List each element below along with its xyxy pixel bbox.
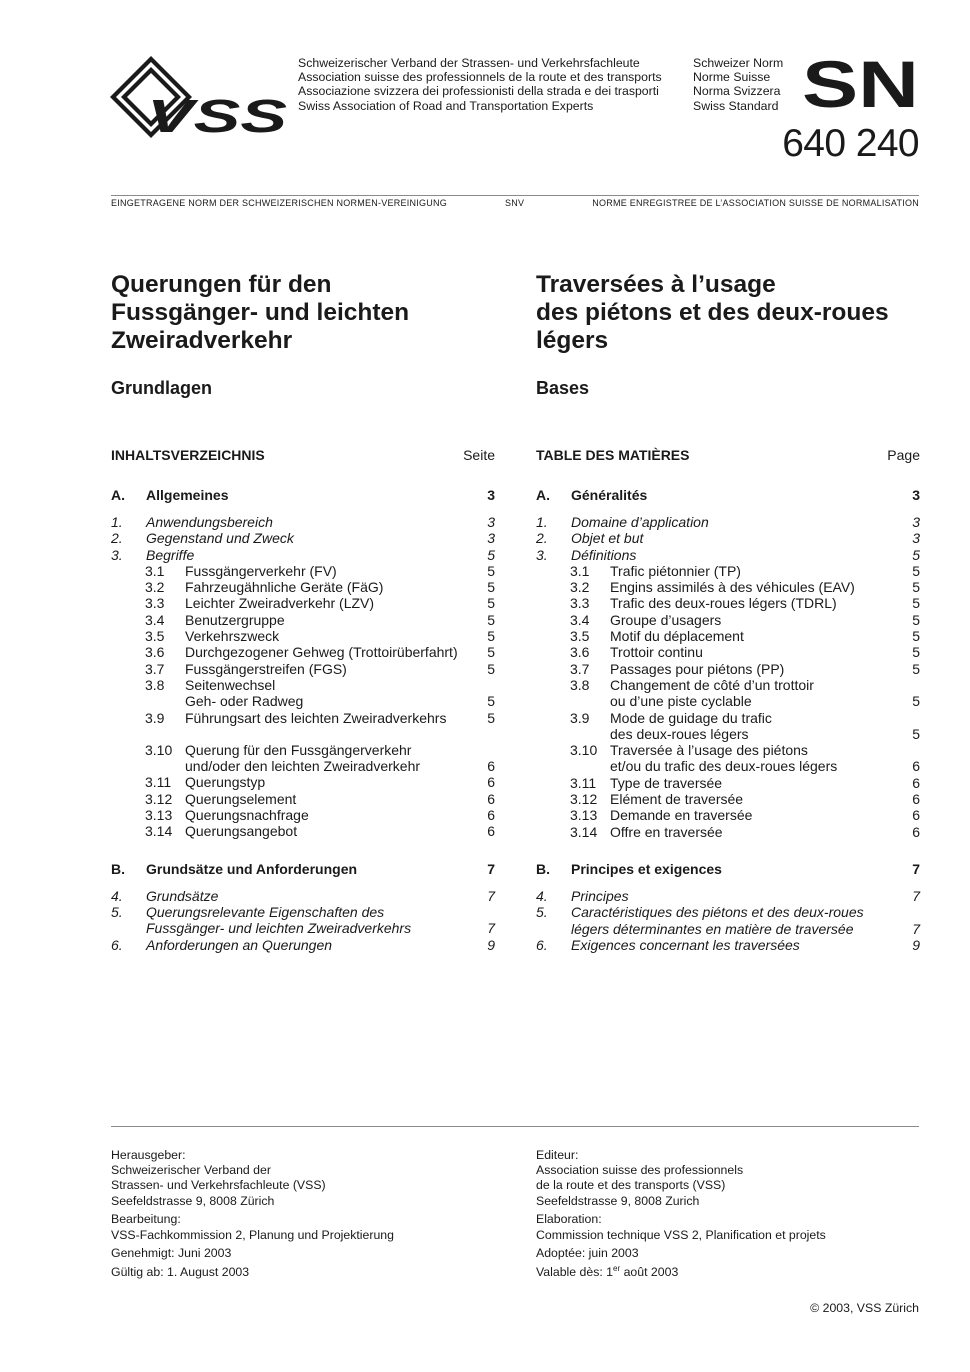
valid-date-fr-sup: er (613, 1264, 621, 1274)
toc-entry-number: 3.7 (145, 660, 165, 677)
toc-fr-header (536, 444, 920, 466)
toc-entry-page: 3 (912, 514, 920, 530)
toc-entry-number: 1. (536, 514, 548, 530)
toc-entry-title: Geh- oder Radweg (185, 693, 304, 710)
toc-entry-row (111, 807, 495, 823)
toc-entry-page: 5 (487, 562, 495, 579)
toc-entry-title: Anwendungsbereich (146, 514, 273, 530)
toc-entry-page: 7 (912, 887, 920, 904)
toc-entry-row (111, 595, 495, 611)
toc-entry-page: 5 (912, 693, 920, 710)
toc-entry-title: Généralités (571, 487, 648, 503)
toc-entry-page: 6 (487, 807, 495, 824)
toc-entry-title: ou d’une piste cyclable (610, 693, 752, 710)
org-name-en: Swiss Association of Road and Transportation Experts (298, 98, 594, 113)
toc-entry-title: Durchgezogener Gehweg (Trottoirüberfahrt) (185, 644, 458, 661)
toc-entry-row (111, 693, 495, 709)
toc-entry-title: Caractéristiques des piétons et des deux-roues (571, 904, 864, 921)
toc-entry-number: 3.4 (145, 611, 165, 628)
toc-entry-title: Begriffe (146, 546, 195, 563)
toc-entry-number: 3.6 (145, 644, 165, 661)
toc-entry-title: Domaine d’application (571, 514, 709, 530)
toc-entry-page: 6 (487, 774, 495, 791)
toc-entry-number: 3.3 (145, 595, 165, 612)
title-de-line: Fussgänger- und leichten (111, 299, 410, 326)
toc-entry-number: 3. (111, 546, 123, 563)
publisher-block-de (111, 1148, 394, 1209)
toc-entry-row (536, 921, 920, 937)
toc-entry-number: 3.9 (570, 709, 590, 726)
toc-entry-row (536, 644, 920, 660)
toc-de-heading: INHALTSVERZEICHNIS (111, 447, 265, 463)
toc-entry-row (111, 791, 495, 807)
toc-section-row (536, 484, 920, 506)
publisher-line-fr: Seefeldstrasse 9, 8008 Zurich (536, 1193, 700, 1208)
org-name-fr: Association suisse des professionnels de la route et des transports (298, 70, 662, 85)
toc-de (111, 444, 495, 953)
toc-entry-page: 7 (912, 860, 920, 877)
toc-entry-page: 6 (912, 774, 920, 791)
toc-entry-row (111, 937, 495, 953)
title-fr-line: Traversées à l’usage (536, 271, 776, 298)
standard-label-fr: Norme Suisse (693, 70, 771, 85)
toc-entry-number: 3.10 (145, 741, 173, 758)
toc-entry-title: Fussgängerstreifen (FGS) (185, 660, 347, 677)
toc-entry-number: B. (111, 860, 125, 877)
toc-entry-page: 9 (912, 936, 920, 953)
toc-entry-page: 5 (487, 660, 495, 677)
toc-entry-title: Querungstyp (185, 774, 266, 791)
toc-entry-row (536, 807, 920, 823)
subtitle-de: Grundlagen (111, 378, 213, 398)
toc-entry-row (111, 710, 495, 726)
toc-entry-number: 3.13 (145, 807, 173, 824)
approved-date-de: Genehmigt: Juni 2003 (111, 1246, 232, 1261)
org-name-it: Associazione svizzera dei professionisti della strada e dei trasporti (298, 84, 659, 99)
toc-section-row (111, 858, 495, 880)
toc-spacer (111, 506, 495, 514)
toc-entry-page: 5 (912, 579, 920, 596)
toc-entry-title: Grundsätze (146, 887, 219, 904)
elaboration-fr: Commission technique VSS 2, Planification et projets (536, 1227, 826, 1242)
toc-entry-row (111, 758, 495, 774)
toc-entry-page: 9 (487, 936, 495, 953)
toc-entry-page: 5 (487, 546, 495, 563)
toc-entry-page: 5 (912, 660, 920, 677)
toc-entry-page: 3 (487, 487, 495, 503)
header-divider (111, 195, 919, 196)
toc-entry-page: 5 (912, 628, 920, 645)
organization-names (298, 56, 662, 113)
toc-entry-page: 6 (487, 758, 495, 775)
valid-date-fr-suffix: août 2003 (620, 1265, 679, 1280)
toc-entry-row (111, 514, 495, 530)
toc-entry-number: 5. (536, 904, 548, 921)
document-number: 640 240 (782, 122, 919, 165)
toc-spacer (111, 726, 495, 742)
standard-label-it: Norma Svizzera (693, 84, 781, 99)
elaboration-label-de: Bearbeitung: (111, 1212, 181, 1227)
toc-entry-row (536, 530, 920, 546)
toc-entry-title: Verkehrszweck (185, 628, 280, 645)
title-fr-line: des piétons et des deux-roues (536, 299, 889, 326)
toc-entry-title: Trafic des deux-roues légers (TDRL) (610, 595, 837, 612)
toc-entry-title: Trottoir continu (610, 644, 703, 661)
toc-entry-title: Principes et exigences (571, 860, 722, 877)
toc-entry-number: 3.2 (570, 579, 590, 596)
toc-entry-number: 1. (111, 514, 123, 530)
toc-entry-number: 3.1 (570, 562, 590, 579)
toc-entry-page: 5 (487, 628, 495, 645)
toc-entry-row (111, 547, 495, 563)
publisher-line-de: Schweizerischer Verband der (111, 1163, 271, 1178)
org-name-de: Schweizerischer Verband der Strassen- und Verkehrsfachleute (298, 56, 640, 70)
toc-entry-row (111, 742, 495, 758)
toc-entry-row (536, 726, 920, 742)
publisher-block-fr (536, 1148, 826, 1209)
toc-entry-row (111, 888, 495, 904)
toc-entry-row (111, 612, 495, 628)
toc-entry-title: Offre en traversée (610, 823, 723, 840)
elaboration-block-de (111, 1212, 394, 1242)
toc-entry-page: 6 (912, 823, 920, 840)
toc-entry-title: und/oder den leichten Zweiradverkehr (185, 758, 421, 775)
copyright: © 2003, VSS Zürich (810, 1301, 919, 1315)
toc-fr-rows (536, 484, 920, 953)
toc-entry-page: 3 (487, 514, 495, 530)
toc-entry-row (536, 775, 920, 791)
publisher-info-de (111, 1148, 394, 1284)
toc-entry-title: Changement de côté d’un trottoir (610, 676, 814, 693)
toc-entry-title: légers déterminantes en matière de traversée (571, 920, 854, 937)
toc-entry-row (536, 710, 920, 726)
toc-entry-number: 3.1 (145, 562, 165, 579)
toc-spacer (536, 466, 920, 484)
toc-entry-row (536, 612, 920, 628)
toc-entry-number: 3.13 (570, 807, 598, 824)
toc-fr-page-heading: Page (887, 447, 920, 463)
toc-entry-row (111, 823, 495, 839)
toc-entry-row (111, 904, 495, 920)
sn-logo (802, 58, 919, 108)
toc-entry-number: 3.9 (145, 709, 165, 726)
registration-de: EINGETRAGENE NORM DER SCHWEIZERISCHEN NORMEN-VEREINIGUNG (111, 198, 448, 208)
toc-entry-number: B. (536, 860, 550, 877)
toc-entry-number: 2. (536, 530, 548, 547)
toc-entry-title: Passages pour piétons (PP) (610, 660, 785, 677)
toc-entry-page: 5 (487, 709, 495, 726)
toc-entry-row (536, 514, 920, 530)
toc-entry-page: 5 (912, 644, 920, 661)
title-de-line: Querungen für den (111, 271, 332, 298)
toc-entry-title: Traversée à l’usage des piétons (610, 742, 808, 759)
toc-entry-row (536, 661, 920, 677)
toc-entry-title: Allgemeines (146, 487, 229, 503)
sn-logo-text: SN (802, 58, 919, 108)
toc-entry-row (111, 920, 495, 936)
toc-entry-title: Principes (571, 887, 629, 904)
toc-entry-row (111, 774, 495, 790)
toc-entry-title: Querung für den Fussgängerverkehr (185, 741, 412, 758)
subtitle-fr: Bases (536, 378, 590, 398)
toc-entry-number: 4. (536, 887, 548, 904)
toc-entry-row (536, 888, 920, 904)
toc-entry-row (111, 628, 495, 644)
toc-entry-row (536, 937, 920, 953)
toc-de-header (111, 444, 495, 466)
toc-fr-heading: TABLE DES MATIÈRES (536, 447, 690, 463)
publisher-line-fr: Association suisse des professionnels (536, 1163, 744, 1178)
toc-entry-page: 7 (487, 920, 495, 937)
toc-entry-page: 5 (912, 725, 920, 742)
toc-entry-title: Engins assimilés à des véhicules (EAV) (610, 579, 855, 596)
toc-entry-row (536, 742, 920, 758)
toc-entry-number: 3.12 (145, 790, 173, 807)
toc-entry-number: 3.11 (145, 774, 172, 791)
toc-entry-page: 5 (487, 595, 495, 612)
valid-date-fr (536, 1265, 826, 1280)
toc-entry-title: Fussgängerverkehr (FV) (185, 562, 337, 579)
toc-entry-row (536, 904, 920, 920)
toc-entry-row (111, 530, 495, 546)
toc-entry-title: Leichter Zweiradverkehr (LZV) (185, 595, 375, 612)
toc-entry-number: 3.12 (570, 791, 598, 808)
toc-entry-number: 3.2 (145, 579, 165, 596)
toc-entry-page: 6 (487, 790, 495, 807)
toc-spacer (536, 880, 920, 888)
valid-date-fr-prefix: Valable dès: 1 (536, 1265, 614, 1280)
toc-entry-row (536, 579, 920, 595)
toc-entry-row (536, 547, 920, 563)
toc-entry-title: Fahrzeugähnliche Geräte (FäG) (185, 579, 384, 596)
toc-entry-page: 6 (912, 791, 920, 808)
toc-entry-number: 6. (111, 936, 123, 953)
toc-entry-title: et/ou du trafic des deux-roues légers (610, 758, 838, 775)
toc-entry-page: 7 (912, 920, 920, 937)
toc-spacer (536, 840, 920, 858)
toc-entry-title: Motif du déplacement (610, 628, 744, 645)
toc-entry-page: 7 (487, 887, 495, 904)
toc-entry-number: 3.5 (570, 628, 590, 645)
standard-label-en: Swiss Standard (693, 98, 779, 113)
toc-entry-row (536, 758, 920, 774)
title-fr (536, 271, 889, 355)
toc-entry-number: A. (536, 487, 550, 503)
toc-spacer (111, 840, 495, 858)
toc-entry-row (536, 824, 920, 840)
standard-labels (693, 56, 783, 113)
registration-snv: SNV (505, 198, 525, 208)
toc-entry-row (536, 677, 920, 693)
footer-divider (111, 1126, 919, 1127)
toc-entry-number: 6. (536, 936, 548, 953)
toc-entry-number: 3.8 (145, 676, 165, 693)
toc-entry-number: 4. (111, 887, 123, 904)
toc-entry-page: 5 (912, 546, 920, 563)
toc-entry-page: 3 (487, 530, 495, 547)
toc-spacer (111, 880, 495, 888)
publisher-label-de: Herausgeber: (111, 1148, 186, 1162)
toc-entry-title: Mode de guidage du trafic (610, 709, 772, 726)
toc-entry-number: 3.4 (570, 611, 590, 628)
toc-entry-number: 3.7 (570, 660, 590, 677)
toc-entry-title: Type de traversée (610, 774, 723, 791)
toc-entry-title: Gegenstand und Zweck (146, 530, 294, 547)
toc-entry-number: 3.5 (145, 628, 165, 645)
vss-logo (110, 56, 292, 140)
publisher-info-fr (536, 1148, 826, 1284)
toc-entry-page: 5 (912, 611, 920, 628)
toc-entry-row (536, 693, 920, 709)
toc-entry-row (111, 644, 495, 660)
toc-entry-page: 3 (912, 530, 920, 547)
registration-fr: NORME ENREGISTREE DE L’ASSOCIATION SUISSE DE NORMALISATION (592, 198, 919, 208)
toc-entry-row (111, 677, 495, 693)
toc-entry-page: 5 (487, 644, 495, 661)
toc-de-page-heading: Seite (463, 447, 495, 463)
valid-date-de: Gültig ab: 1. August 2003 (111, 1265, 250, 1280)
toc-entry-title: Exigences concernant les traversées (571, 936, 800, 953)
toc-entry-title: Benutzergruppe (185, 611, 285, 628)
toc-entry-number: 2. (111, 530, 123, 547)
toc-entry-number: 3.6 (570, 644, 590, 661)
toc-entry-title: Objet et but (571, 530, 644, 547)
toc-entry-page: 3 (912, 487, 920, 503)
publisher-line-fr: de la route et des transports (VSS) (536, 1178, 726, 1193)
toc-entry-page: 5 (487, 579, 495, 596)
toc-entry-title: Définitions (571, 546, 637, 563)
approved-date-fr: Adoptée: juin 2003 (536, 1246, 639, 1261)
title-de (111, 271, 409, 355)
toc-entry-number: 3.14 (570, 823, 598, 840)
toc-entry-row (111, 661, 495, 677)
toc-entry-title: Fussgänger- und leichten Zweiradverkehrs (146, 920, 412, 937)
toc-entry-number: 3. (536, 546, 548, 563)
toc-entry-row (536, 628, 920, 644)
publisher-label-fr: Editeur: (536, 1148, 579, 1162)
toc-entry-page: 6 (912, 758, 920, 775)
toc-entry-title: Querungsangebot (185, 823, 298, 840)
toc-entry-row (536, 563, 920, 579)
title-de-line: Zweiradverkehr (111, 327, 293, 354)
toc-entry-number: A. (111, 487, 125, 503)
toc-entry-page: 5 (487, 693, 495, 710)
toc-entry-row (536, 595, 920, 611)
toc-de-rows (111, 484, 495, 953)
toc-entry-title: Trafic piétonnier (TP) (610, 562, 741, 579)
toc-section-row (536, 858, 920, 880)
elaboration-block-fr (536, 1212, 826, 1242)
toc-entry-title: Querungsnachfrage (185, 807, 309, 824)
toc-section-row (111, 484, 495, 506)
toc-entry-row (536, 791, 920, 807)
toc-entry-number: 3.14 (145, 823, 173, 840)
toc-entry-number: 3.3 (570, 595, 590, 612)
toc-spacer (536, 506, 920, 514)
toc-entry-number: 3.8 (570, 676, 590, 693)
toc-entry-title: Anforderungen an Querungen (146, 936, 333, 953)
elaboration-label-fr: Elaboration: (536, 1212, 602, 1227)
toc-entry-title: des deux-roues légers (610, 725, 749, 742)
toc-entry-number: 3.10 (570, 742, 598, 759)
toc-entry-title: Demande en traversée (610, 807, 753, 824)
toc-entry-title: Querungselement (185, 790, 297, 807)
toc-entry-page: 5 (912, 595, 920, 612)
toc-entry-page: 7 (487, 860, 495, 877)
toc-entry-page: 6 (487, 823, 495, 840)
publisher-line-de: Seefeldstrasse 9, 8008 Zürich (111, 1193, 275, 1208)
toc-entry-number: 3.11 (570, 774, 597, 791)
toc-entry-page: 6 (912, 807, 920, 824)
title-fr-line: légers (536, 327, 609, 354)
toc-entry-row (111, 579, 495, 595)
toc-entry-title: Grundsätze und Anforderungen (146, 860, 358, 877)
vss-logo-text: VSS (147, 90, 288, 140)
toc-entry-title: Groupe d’usagers (610, 611, 722, 628)
elaboration-de: VSS-Fachkommission 2, Planung und Projektierung (111, 1227, 394, 1242)
toc-spacer (111, 466, 495, 484)
toc-entry-number: 5. (111, 903, 123, 920)
toc-entry-title: Elément de traversée (610, 791, 744, 808)
toc-entry-page: 5 (912, 562, 920, 579)
toc-fr (536, 444, 920, 953)
toc-entry-title: Querungsrelevante Eigenschaften des (146, 903, 385, 920)
publisher-line-de: Strassen- und Verkehrsfachleute (VSS) (111, 1178, 326, 1193)
toc-entry-row (111, 563, 495, 579)
toc-entry-page: 5 (487, 611, 495, 628)
toc-entry-title: Seitenwechsel (185, 676, 276, 693)
standard-label-de: Schweizer Norm (693, 56, 784, 70)
toc-entry-title: Führungsart des leichten Zweiradverkehrs (185, 709, 447, 726)
